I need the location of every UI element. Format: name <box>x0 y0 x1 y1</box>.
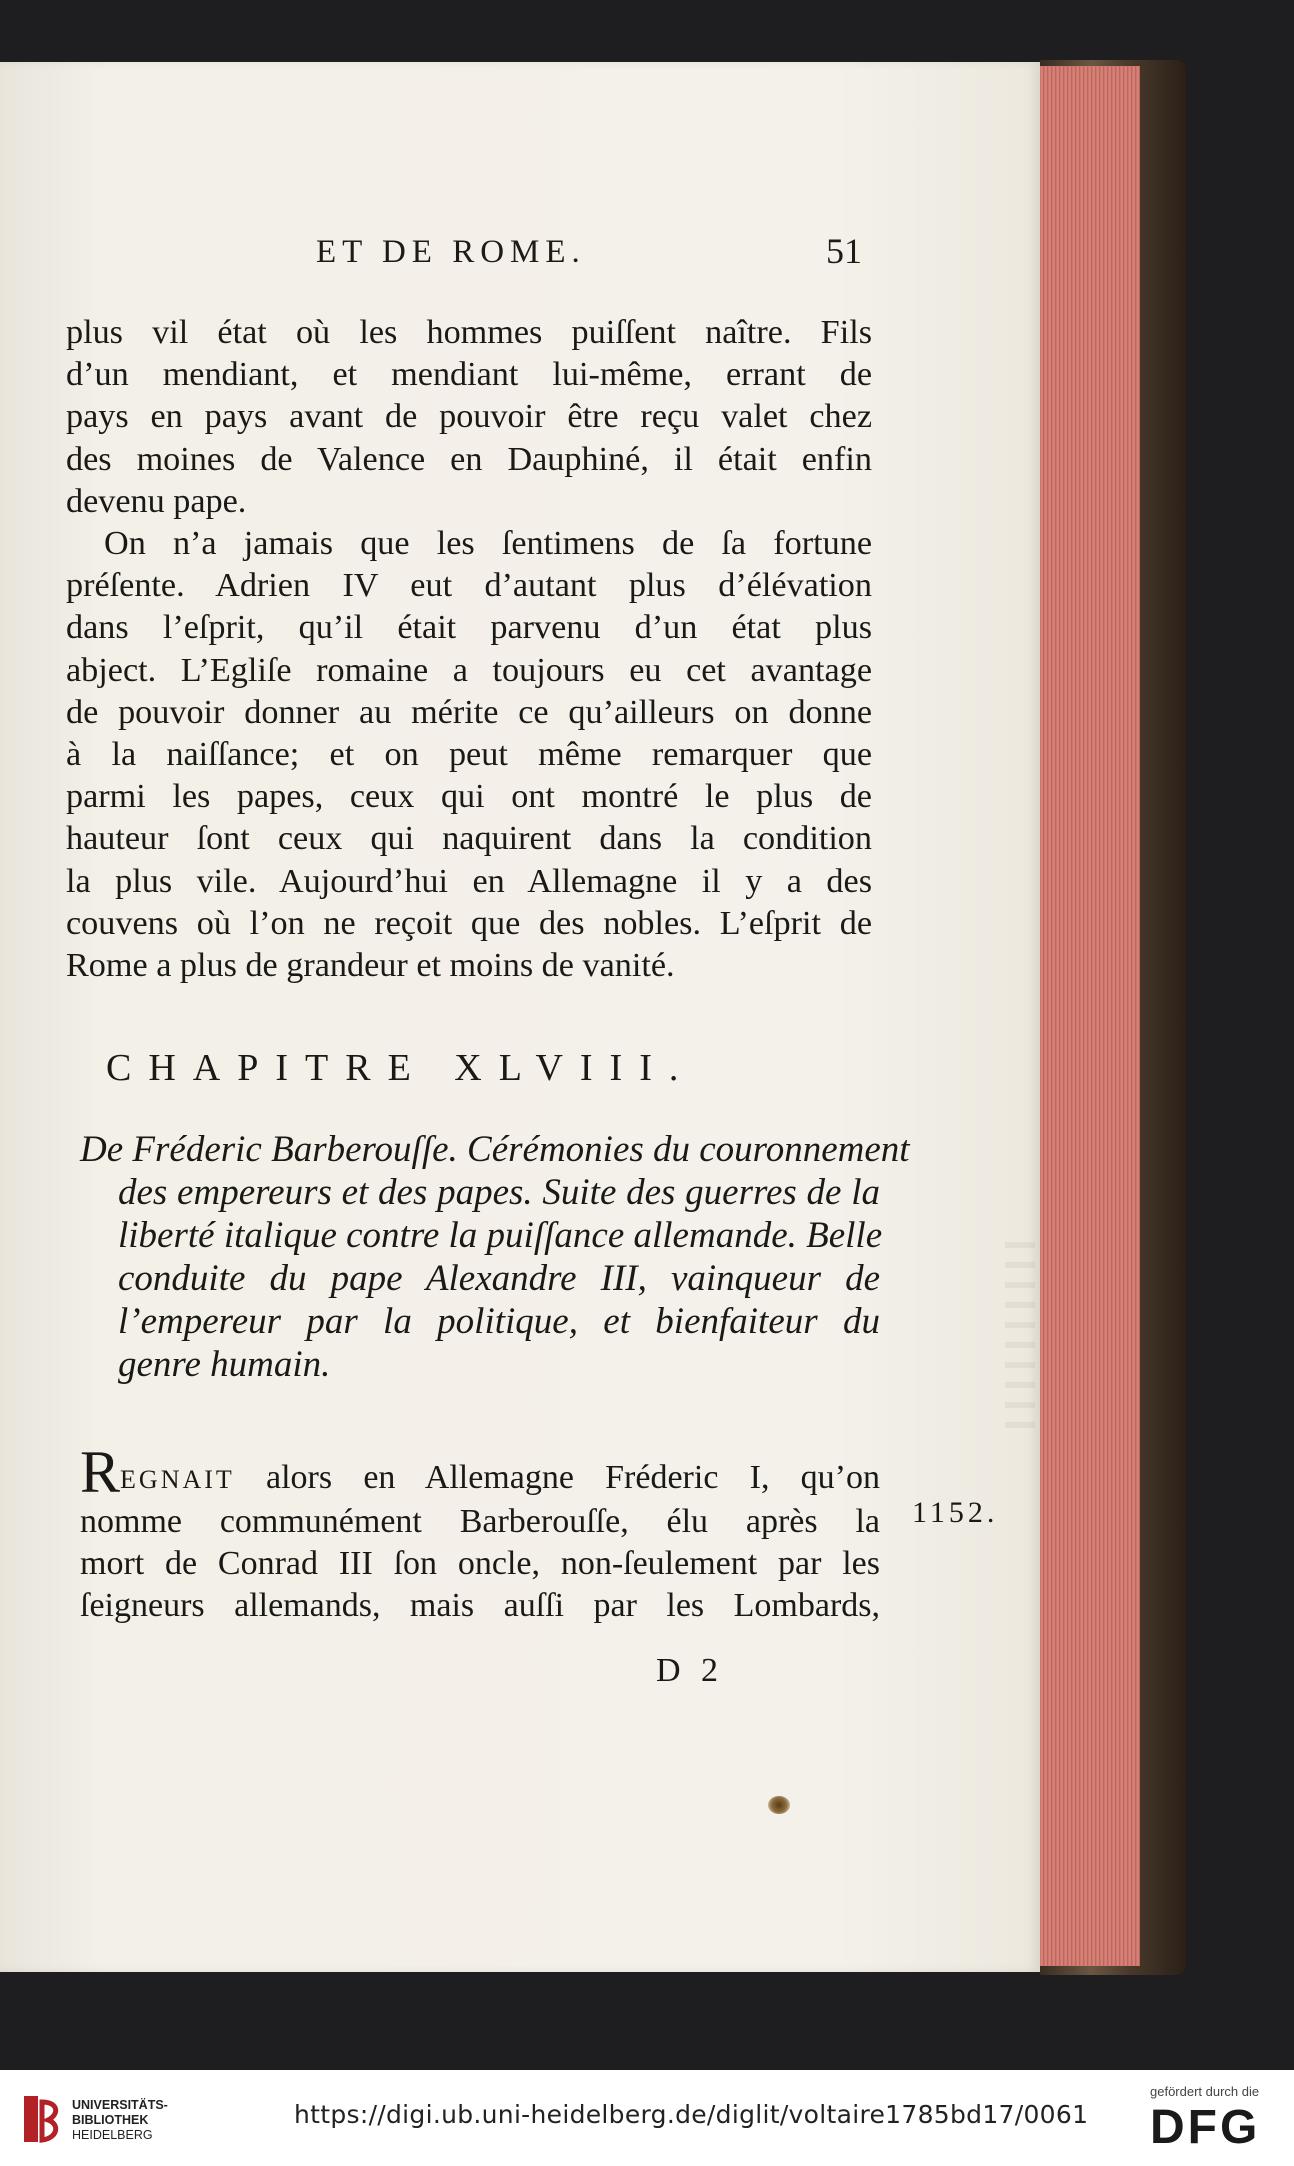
summary-line: liberté italique contre la puiſſance allemande. Belle <box>118 1215 883 1256</box>
paper-stain <box>768 1796 790 1814</box>
library-logo[interactable] <box>18 2088 178 2148</box>
library-logo-icon <box>18 2092 64 2146</box>
margin-year: 1152. <box>912 1496 999 1529</box>
text-line: la plus vile. Aujourd’hui en Allemagne il y a des <box>66 862 872 900</box>
library-logo-text <box>72 2098 168 2143</box>
text-line: parmi les papes, ceux qui ont montré le plus de <box>66 778 872 816</box>
text-line: On n’a jamais que les ſentimens de ſa fortune <box>104 525 872 562</box>
paragraph-1 <box>66 312 872 523</box>
text-line: à la naiſſance; et on peut même remarquer que <box>66 736 872 774</box>
page-number: 51 <box>826 231 862 271</box>
text-line: couvens où l’on ne reçoit que des nobles. L’eſprit de <box>66 904 872 942</box>
funding-note: gefördert durch die <box>1150 2084 1260 2099</box>
small-caps-word: EGNAIT <box>120 1465 235 1494</box>
text-line: dans l’eſprit, qu’il était parvenu d’un état plus <box>66 609 872 647</box>
text-line: des moines de Valence en Dauphiné, il était enfin <box>66 440 872 478</box>
text-fragment: alors en Allemagne Fréderic I, qu’on <box>266 1459 880 1496</box>
text-line: plus vil état où les hommes puiſſent naître. Fils <box>66 314 872 351</box>
text-line: mort de Conrad III ſon oncle, non-ſeulement par les <box>80 1545 880 1582</box>
text-line: pays en pays avant de pouvoir être reçu valet chez <box>66 398 872 436</box>
red-page-edges <box>1038 66 1140 1966</box>
summary-line: conduite du pape Alexandre III, vainqueur de <box>118 1258 880 1299</box>
logo-line: UNIVERSITÄTS- <box>72 2098 168 2112</box>
chapter-heading: CHAPITRE XLVIII. <box>106 1047 696 1089</box>
text-line: de pouvoir donner au mérite ce qu’ailleurs on donne <box>66 693 872 731</box>
running-head-title: ET DE ROME. <box>316 234 586 270</box>
paragraph-2 <box>66 523 872 987</box>
text-line: ſeigneurs allemands, mais auſſi par les Lombards, <box>80 1587 880 1624</box>
summary-line: des empereurs et des papes. Suite des guerres de la <box>118 1172 880 1213</box>
chapter-body <box>80 1439 880 1627</box>
permalink-url[interactable]: https://digi.ub.uni-heidelberg.de/diglit/voltaire1785bd17/0061 <box>294 2100 1089 2129</box>
text-line: hauteur ſont ceux qui naquirent dans la condition <box>66 820 872 858</box>
show-through-text <box>1005 1242 1035 1442</box>
text-line: devenu pape. <box>66 482 247 520</box>
text-line <box>80 1439 880 1505</box>
summary-line: De Fréderic Barberouſſe. Cérémonies du couronnement <box>80 1129 910 1170</box>
chapter-summary <box>80 1128 910 1386</box>
text-line: abject. L’Egliſe romaine a toujours eu cet avantage <box>66 651 872 689</box>
logo-line: HEIDELBERG <box>72 2128 153 2142</box>
signature-mark: D 2 <box>656 1652 725 1689</box>
logo-line: BIBLIOTHEK <box>72 2113 149 2127</box>
text-line: Rome a plus de grandeur et moins de vanité. <box>66 947 675 985</box>
running-head <box>0 231 1040 278</box>
text-line: préſente. Adrien IV eut d’autant plus d’élévation <box>66 567 872 605</box>
dfg-logo[interactable]: DFG <box>1150 2101 1261 2154</box>
text-line: nomme communément Barberouſſe, élu après la <box>80 1503 880 1540</box>
summary-line: l’empereur par la politique, et bienfaiteur du <box>118 1301 880 1342</box>
summary-line: genre humain. <box>118 1344 331 1385</box>
viewer-footer <box>0 2070 1294 2166</box>
drop-cap: R <box>80 1439 121 1505</box>
text-line: d’un mendiant, et mendiant lui-même, errant de <box>66 356 872 394</box>
